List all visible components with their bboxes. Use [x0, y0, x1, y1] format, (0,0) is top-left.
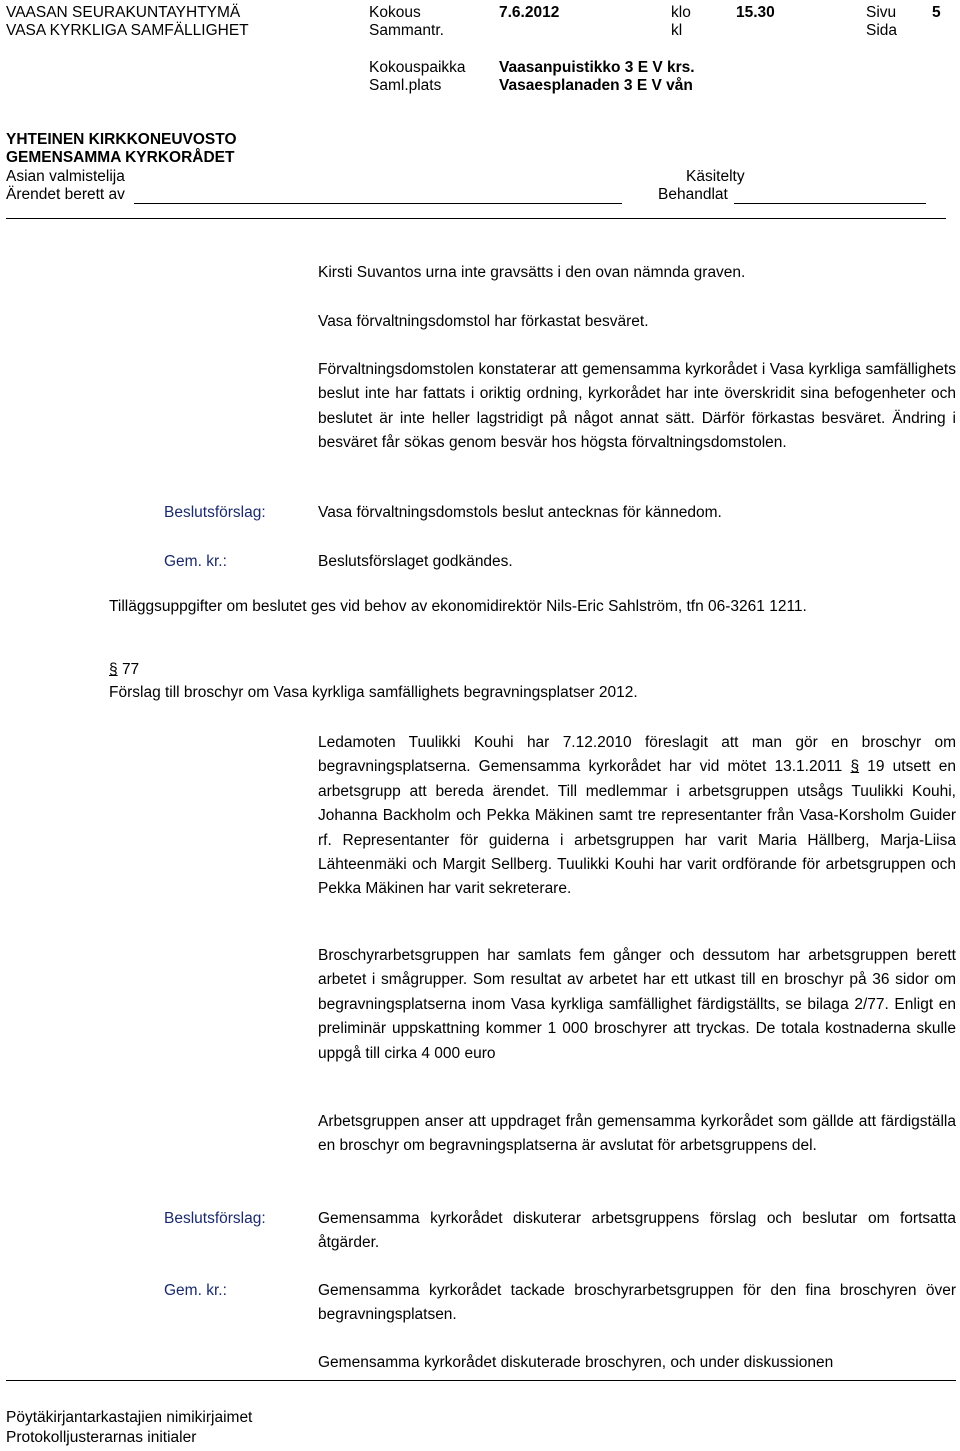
footer-initials-sv: Protokolljusterarnas initialer — [6, 1429, 197, 1446]
section-number: 77 — [121, 661, 140, 678]
time-label-fi: klo — [671, 4, 691, 21]
time-label-sv: kl — [671, 22, 683, 39]
handled-label-sv: Behandlat — [658, 186, 728, 203]
section-continuation: Gemensamma kyrkorådet diskuterade broschyren, och under diskussionen — [318, 1354, 834, 1371]
section-decision-text: Gemensamma kyrkorådet tackade broschyrarbetsgruppen för den fina broschyren över begravningsplatsen. — [318, 1282, 956, 1324]
paragraph-work: Broschyrarbetsgruppen har samlats fem gånger och dessutom har arbetsgruppen berett arbetet i smågrupper. Som resultat av arbetet har ett utkast till en broschyr på 36 sidor om begravningsplatserna inom Vasa kyrkliga samfällighet färdigställts, se bilaga 2/77. Enligt en preliminär uppskattning kommer 1 000 broschyrer att tryckas. De totala kostnaderna skulle uppgå till cirka 4 000 euro — [318, 947, 956, 1062]
extra-info: Tilläggsuppgifter om beslutet ges vid behov av ekonomidirektör Nils-Eric Sahlström, tfn 06-3261 1211. — [109, 598, 807, 615]
paragraph-conclusion: Arbetsgruppen anser att uppdraget från gemensamma kyrkorådet som gällde att färdigställa en broschyr om begravningsplatserna är avslutat för arbetsgruppens del. — [318, 1113, 956, 1155]
section-symbol-inline: § — [850, 758, 860, 776]
page-number: 5 — [932, 4, 941, 21]
preparer-label-sv: Ärendet berett av — [6, 186, 125, 203]
meeting-time: 15.30 — [736, 4, 775, 21]
decision-text: Beslutsförslaget godkändes. — [318, 553, 513, 570]
paragraph-urn: Kirsti Suvantos urna inte gravsätts i den ovan nämnda graven. — [318, 264, 746, 281]
handled-line — [734, 203, 926, 204]
place-label-sv: Saml.plats — [369, 77, 442, 94]
place-fi: Vaasanpuistikko 3 E V krs. — [499, 59, 695, 76]
section-heading — [109, 658, 139, 682]
paragraph-background-a: Ledamoten Tuulikki Kouhi har 7.12.2010 föreslagit att man gör en broschyr om begravningsplatserna. Gemensamma kyrkorådet har vid mötet 13.1.2011 — [318, 734, 956, 776]
meeting-label-fi: Kokous — [369, 4, 421, 21]
paragraph-background-b: 19 utsett en arbetsgrupp att bereda ärendet. Till medlemmar i arbetsgruppen utsågs Tuulikki Kouhi, Johanna Backholm och Pekka Mäkinen samt tre representanter från Vasa-Korsholm Guider rf. Representanter för guiderna i arbetsgruppen har varit Maria Hällberg, Marja-Liisa Lähteenmäki och Margit Sellberg. Tuulikki Kouhi har varit ordförande för arbetsgruppen och Pekka Mäkinen har varit sekreterare. — [318, 758, 956, 898]
org-name-fi: VAASAN SEURAKUNTAYHTYMÄ — [6, 4, 241, 21]
proposal-label: Beslutsförslag: — [164, 504, 266, 521]
section-proposal-label: Beslutsförslag: — [164, 1210, 266, 1227]
section-proposal-text: Gemensamma kyrkorådet diskuterar arbetsgruppens förslag och beslutar om fortsatta åtgärder. — [318, 1210, 956, 1252]
header-rule — [6, 218, 946, 219]
paragraph-background — [318, 731, 956, 902]
paragraph-court-reasoning: Förvaltningsdomstolen konstaterar att gemensamma kyrkorådet i Vasa kyrkliga samfällighets beslut inte har fattats i oriktig ordning, kyrkorådet har inte överskridit sina befogenheter och beslutet är inte heller lagstridigt på något annat sätt. Därför förkastas besväret. Ändring i besväret får sökas genom besvär hos högsta förvaltningsdomstolen. — [318, 361, 956, 452]
page-label-fi: Sivu — [866, 4, 897, 21]
meeting-date: 7.6.2012 — [499, 4, 560, 21]
decision-label: Gem. kr.: — [164, 553, 227, 570]
preparer-line — [134, 203, 622, 204]
footer-rule — [6, 1380, 956, 1381]
handled-label-fi: Käsitelty — [686, 168, 745, 185]
proposal-text: Vasa förvaltningsdomstols beslut antecknas för kännedom. — [318, 504, 722, 521]
section-title: Förslag till broschyr om Vasa kyrkliga samfällighets begravningsplatser 2012. — [109, 684, 638, 701]
board-name-fi: YHTEINEN KIRKKONEUVOSTO — [6, 131, 237, 148]
org-name-sv: VASA KYRKLIGA SAMFÄLLIGHET — [6, 22, 249, 39]
page-label-sv: Sida — [866, 22, 898, 39]
meeting-label-sv: Sammantr. — [369, 22, 444, 39]
place-sv: Vasaesplanaden 3 E V vån — [499, 77, 693, 94]
preparer-label-fi: Asian valmistelija — [6, 168, 125, 185]
section-decision-label: Gem. kr.: — [164, 1282, 227, 1299]
footer-initials-fi: Pöytäkirjantarkastajien nimikirjaimet — [6, 1409, 253, 1426]
section-symbol: § — [109, 661, 118, 678]
paragraph-court: Vasa förvaltningsdomstol har förkastat besväret. — [318, 313, 649, 330]
board-name-sv: GEMENSAMMA KYRKORÅDET — [6, 149, 235, 166]
place-label-fi: Kokouspaikka — [369, 59, 466, 76]
